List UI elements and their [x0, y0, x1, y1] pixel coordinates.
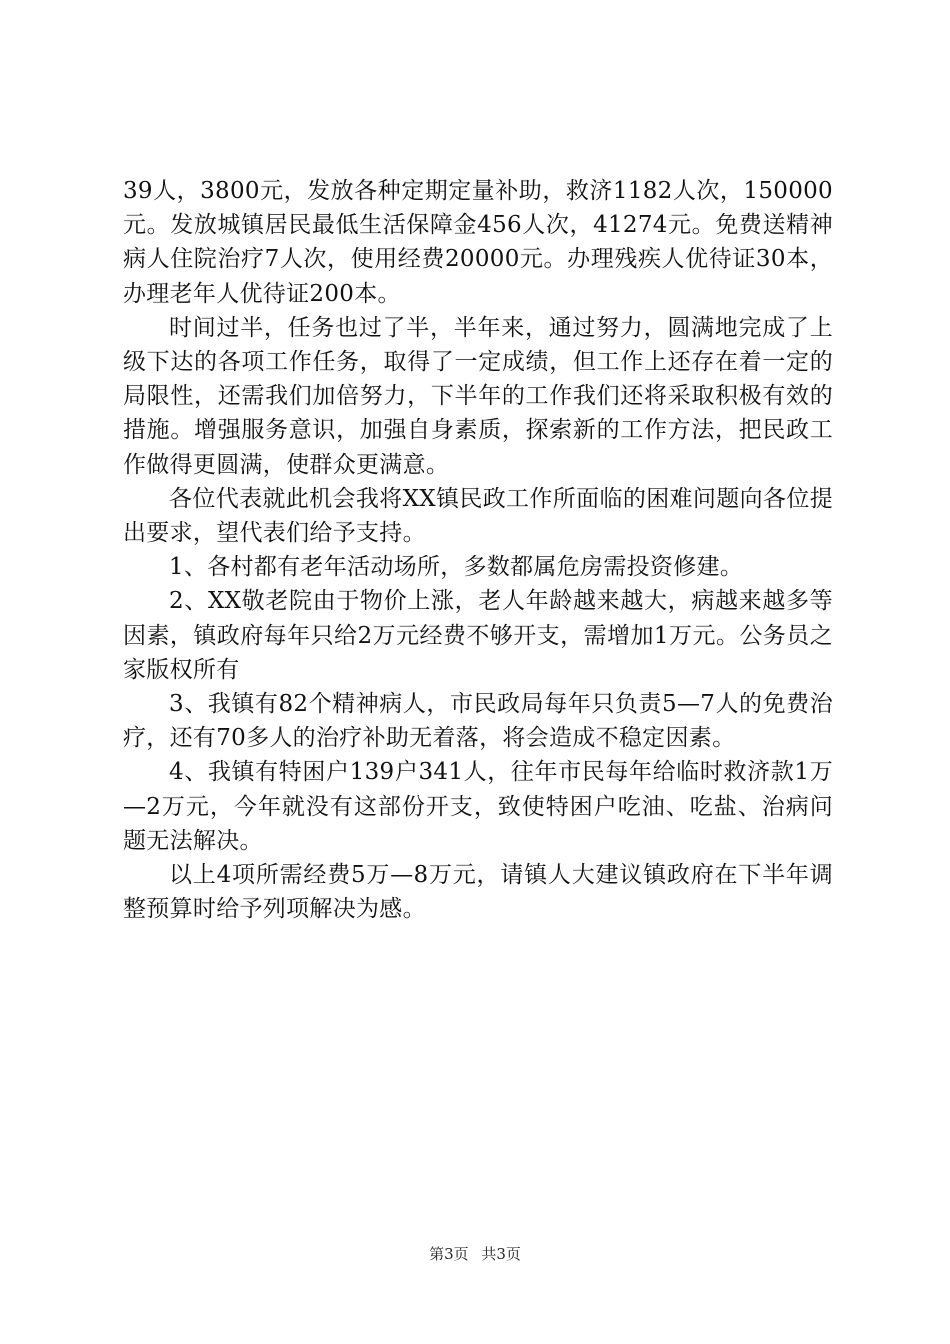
page-total: 共3页 [481, 1245, 521, 1263]
paragraph-6: 3、我镇有82个精神病人，市民政局每年只负责5—7人的免费治疗，还有70多人的治疗补助无着落，将会造成不稳定因素。 [123, 691, 833, 752]
paragraph-4: 1、各村都有老年活动场所，多数都属危房需投资修建。 [169, 554, 744, 581]
paragraph-3: 各位代表就此机会我将XX镇民政工作所面临的困难问题向各位提出要求，望代表们给予支持。 [123, 485, 833, 547]
paragraph-7: 4、我镇有特困户139户341人，往年市民每年给临时救济款1万—2万元，今年就没有这部份开支，致使特困户吃油、吃盐、治病问题无法解决。 [123, 759, 833, 854]
page-number: 第3页 [429, 1245, 469, 1263]
paragraph-8: 以上4项所需经费5万—8万元，请镇人大建议镇政府在下半年调整预算时给予列项解决为感。 [123, 862, 833, 923]
paragraph-1: 39人，3800元，发放各种定期定量补助，救济1182人次，150000元。发放城镇居民最低生活保障金456人次，41274元。免费送精神病人住院治疗7人次，使用经费20000元。办理残疾人优待证30本，办理老年人优待证200本。 [123, 178, 833, 307]
paragraph-5: 2、XX敬老院由于物价上涨，老人年龄越来越大，病越来越多等因素，镇政府每年只给2万元经费不够开支，需增加1万元。公务员之家版权所有 [123, 588, 833, 683]
document-body [123, 174, 833, 926]
page-footer [0, 1244, 950, 1264]
paragraph-2: 时间过半，任务也过了半，半年来，通过努力，圆满地完成了上级下达的各项工作任务，取得了一定成绩，但工作上还存在着一定的局限性，还需我们加倍努力，下半年的工作我们还将采取积极有效的措施。增强服务意识，加强自身素质，探索新的工作方法，把民政工作做得更圆满，使群众更满意。 [123, 314, 833, 478]
